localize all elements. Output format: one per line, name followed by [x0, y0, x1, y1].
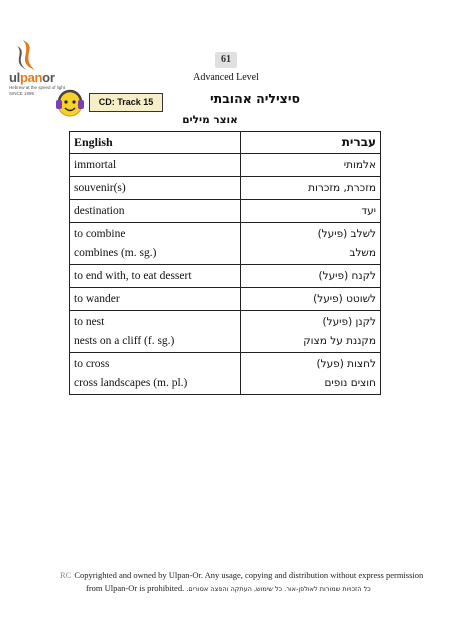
english-term: immortal — [74, 159, 117, 171]
hebrew-term: אלמותי — [343, 159, 376, 171]
logo-since: SINCE 1995 — [9, 90, 35, 96]
table-row — [70, 223, 381, 265]
hebrew-term: לחצות (פעל) — [316, 358, 376, 370]
english-cell — [70, 177, 241, 200]
hebrew-term: מזכרת, מזכרות — [308, 182, 376, 194]
table-row — [70, 353, 381, 395]
english-cell — [70, 200, 241, 223]
hebrew-term: לקנח (פיעל) — [318, 270, 376, 282]
level-label: Advanced Level — [193, 72, 259, 83]
copyright-line-1 — [60, 570, 440, 580]
hebrew-cell — [241, 288, 381, 311]
english-term: combines (m. sg.) — [74, 247, 157, 259]
hebrew-cell — [241, 265, 381, 288]
hebrew-cell — [241, 353, 381, 395]
english-cell — [70, 223, 241, 265]
hebrew-cell — [241, 177, 381, 200]
vocabulary-table — [69, 131, 381, 395]
vocabulary-table-body — [70, 154, 381, 395]
hebrew-cell — [241, 200, 381, 223]
english-term: to combine — [74, 228, 126, 240]
english-cell — [70, 154, 241, 177]
english-term: nests on a cliff (f. sg.) — [74, 335, 175, 347]
header-hebrew: עברית — [241, 132, 381, 154]
copyright-text-2: from Ulpan-Or is prohibited. — [86, 583, 185, 593]
logo-tagline: Hebrew at the speed of light — [9, 85, 66, 90]
table-row — [70, 154, 381, 177]
hebrew-term: לשלב (פיעל) — [317, 228, 376, 240]
vocabulary-heading: אוצר מילים — [182, 114, 238, 126]
english-term: destination — [74, 205, 125, 217]
english-cell — [70, 265, 241, 288]
copyright-text-hebrew: כל הזכויות שמורות לאולפן-אור. כל שימוש, העתקה והפצה אסורים. — [186, 585, 371, 593]
hebrew-cell — [241, 311, 381, 353]
english-term: souvenir(s) — [74, 182, 126, 194]
english-term: cross landscapes (m. pl.) — [74, 377, 188, 389]
header-english: English — [70, 132, 241, 154]
table-row — [70, 200, 381, 223]
english-cell — [70, 288, 241, 311]
table-row — [70, 265, 381, 288]
table-row — [70, 288, 381, 311]
page-number: 61 — [215, 52, 237, 68]
table-header-row — [70, 132, 381, 154]
english-cell — [70, 311, 241, 353]
hebrew-cell — [241, 223, 381, 265]
hebrew-cell — [241, 154, 381, 177]
table-row — [70, 177, 381, 200]
english-term: to nest — [74, 316, 105, 328]
headphones-smiley-icon — [53, 86, 87, 120]
rc-mark: RC — [60, 570, 72, 580]
hebrew-term: מקננת על מצוק — [303, 335, 376, 347]
copyright-line-2 — [86, 583, 426, 593]
english-term: to cross — [74, 358, 110, 370]
cd-track-box: CD: Track 15 — [89, 93, 163, 112]
flame-logo-icon — [9, 38, 49, 72]
hebrew-term: לקנן (פיעל) — [322, 316, 376, 328]
hebrew-term: יעד — [361, 205, 376, 217]
english-term: to wander — [74, 293, 120, 305]
english-cell — [70, 353, 241, 395]
english-term: to end with, to eat dessert — [74, 270, 192, 282]
hebrew-term: משלב — [349, 247, 376, 259]
copyright-text: Copyrighted and owned by Ulpan-Or. Any usage, copying and distribution without express permission — [74, 570, 424, 580]
lesson-title: סיציליה אהובתי — [209, 91, 300, 106]
hebrew-term: לשוטט (פיעל) — [313, 293, 376, 305]
table-row — [70, 311, 381, 353]
logo-wordmark: ulpanor — [9, 70, 55, 85]
hebrew-term: חוצים נופים — [324, 377, 376, 389]
